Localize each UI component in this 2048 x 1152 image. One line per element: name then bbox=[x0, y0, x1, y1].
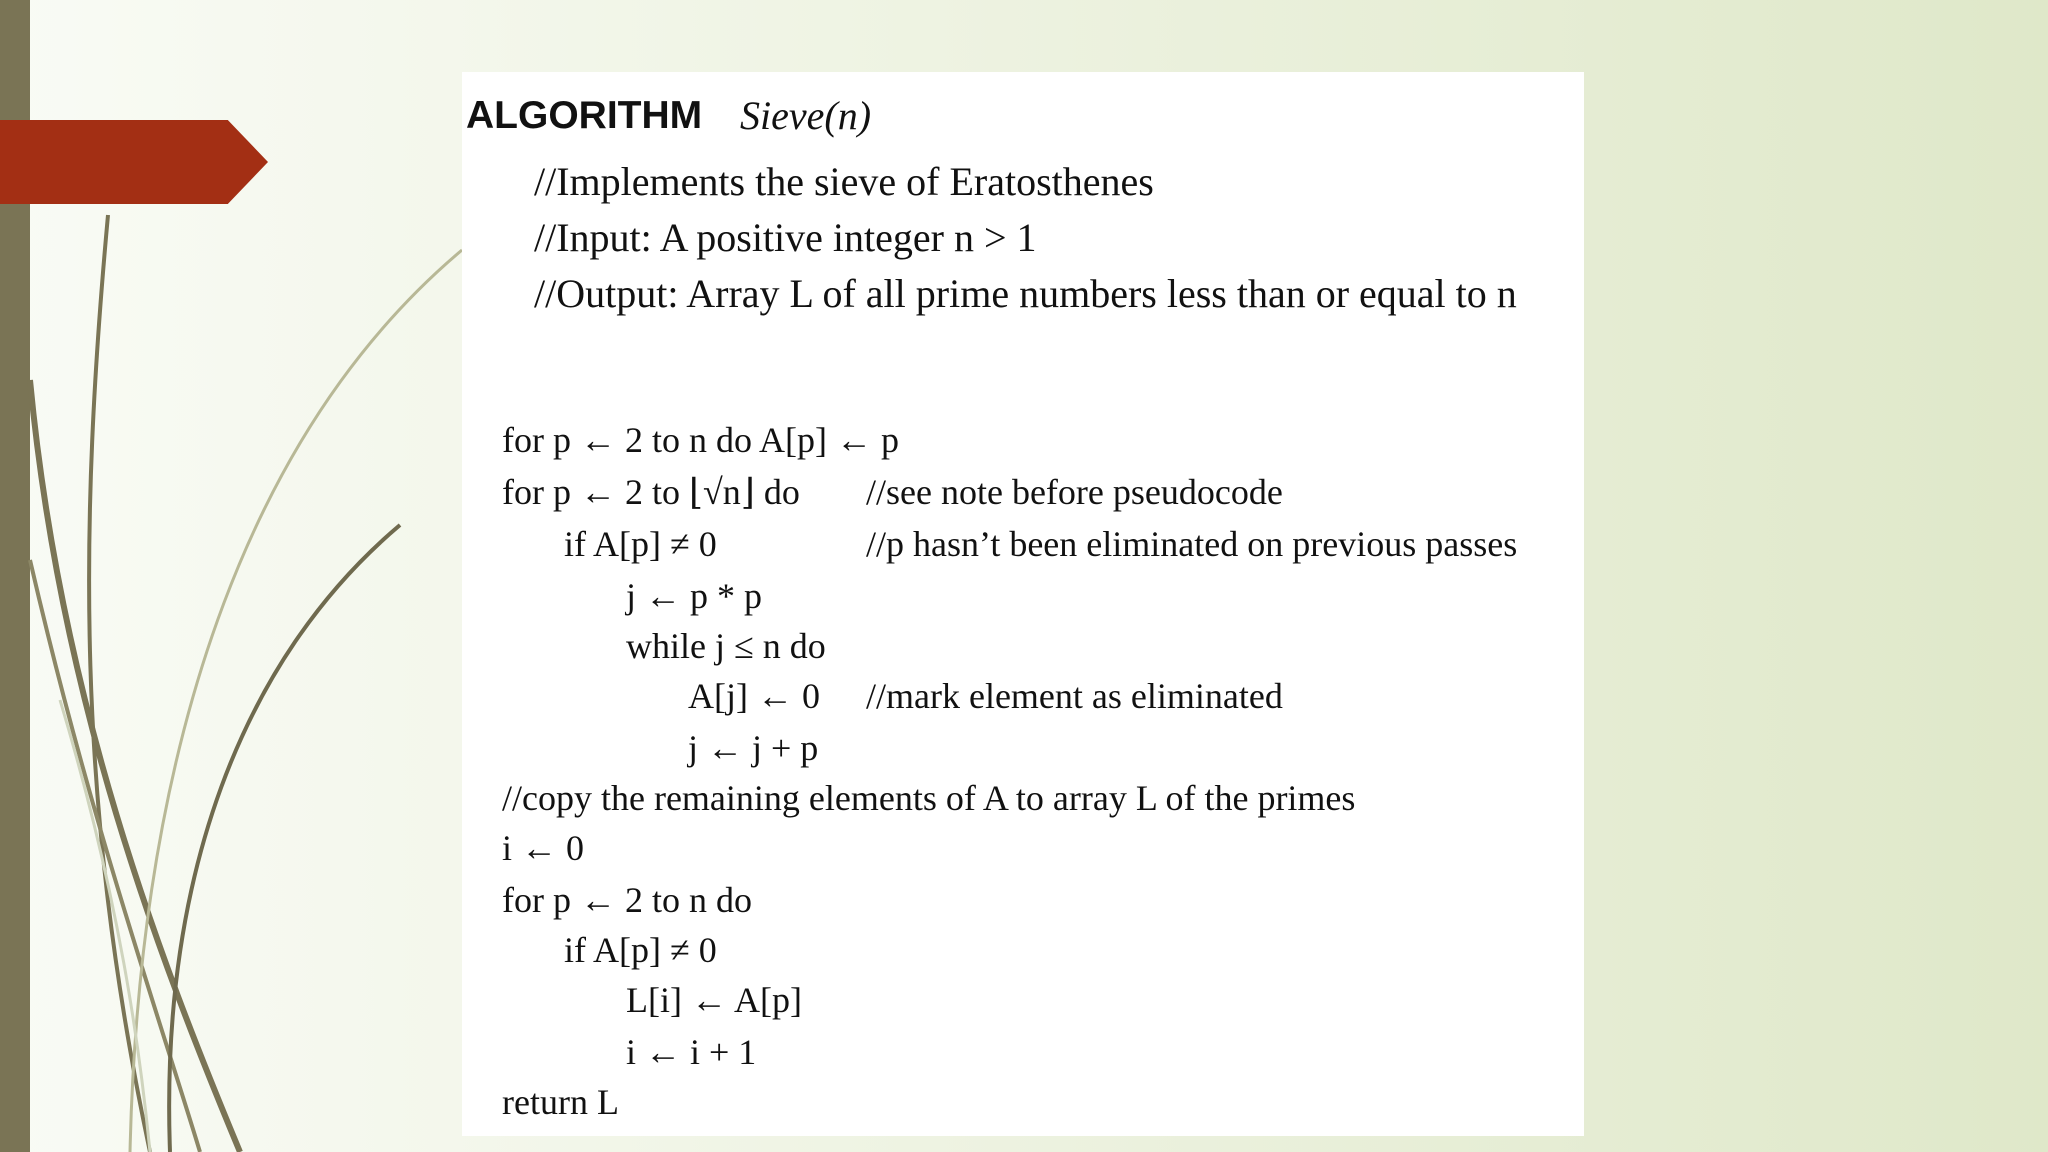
inline-comment-note: //see note before pseudocode bbox=[866, 472, 1283, 512]
line-i-increment: i ← i + 1 bbox=[626, 1032, 757, 1072]
decorative-curves bbox=[0, 0, 520, 1152]
line-if-nonzero: if A[p] ≠ 0 bbox=[564, 524, 717, 564]
line-for-sqrt: for p ← 2 to ⌊√n⌋ do bbox=[502, 472, 800, 512]
comment-copy: //copy the remaining elements of A to array L of the primes bbox=[502, 778, 1356, 818]
algorithm-signature: Sieve(n) bbox=[740, 93, 872, 138]
line-for-copy: for p ← 2 to n do bbox=[502, 880, 752, 920]
comment-implements: //Implements the sieve of Eratosthenes bbox=[534, 159, 1154, 204]
comment-input: //Input: A positive integer n > 1 bbox=[534, 215, 1037, 260]
inline-comment-mark: //mark element as eliminated bbox=[866, 676, 1283, 716]
algorithm-title: ALGORITHM bbox=[466, 94, 703, 137]
line-j-increment: j ← j + p bbox=[688, 728, 819, 768]
line-mark-zero: A[j] ← 0 bbox=[688, 676, 820, 716]
line-for-init: for p ← 2 to n do A[p] ← p bbox=[502, 420, 899, 460]
line-j-square: j ← p * p bbox=[626, 576, 763, 616]
algorithm-image bbox=[462, 72, 1584, 1136]
inline-comment-eliminated: //p hasn’t been eliminated on previous passes bbox=[866, 524, 1518, 564]
line-return: return L bbox=[502, 1082, 619, 1122]
comment-output: //Output: Array L of all prime numbers less than or equal to n bbox=[534, 271, 1517, 316]
line-if-copy: if A[p] ≠ 0 bbox=[564, 930, 717, 970]
line-while: while j ≤ n do bbox=[626, 626, 826, 666]
line-assign-l: L[i] ← A[p] bbox=[626, 980, 802, 1020]
line-i-init: i ← 0 bbox=[502, 828, 585, 868]
